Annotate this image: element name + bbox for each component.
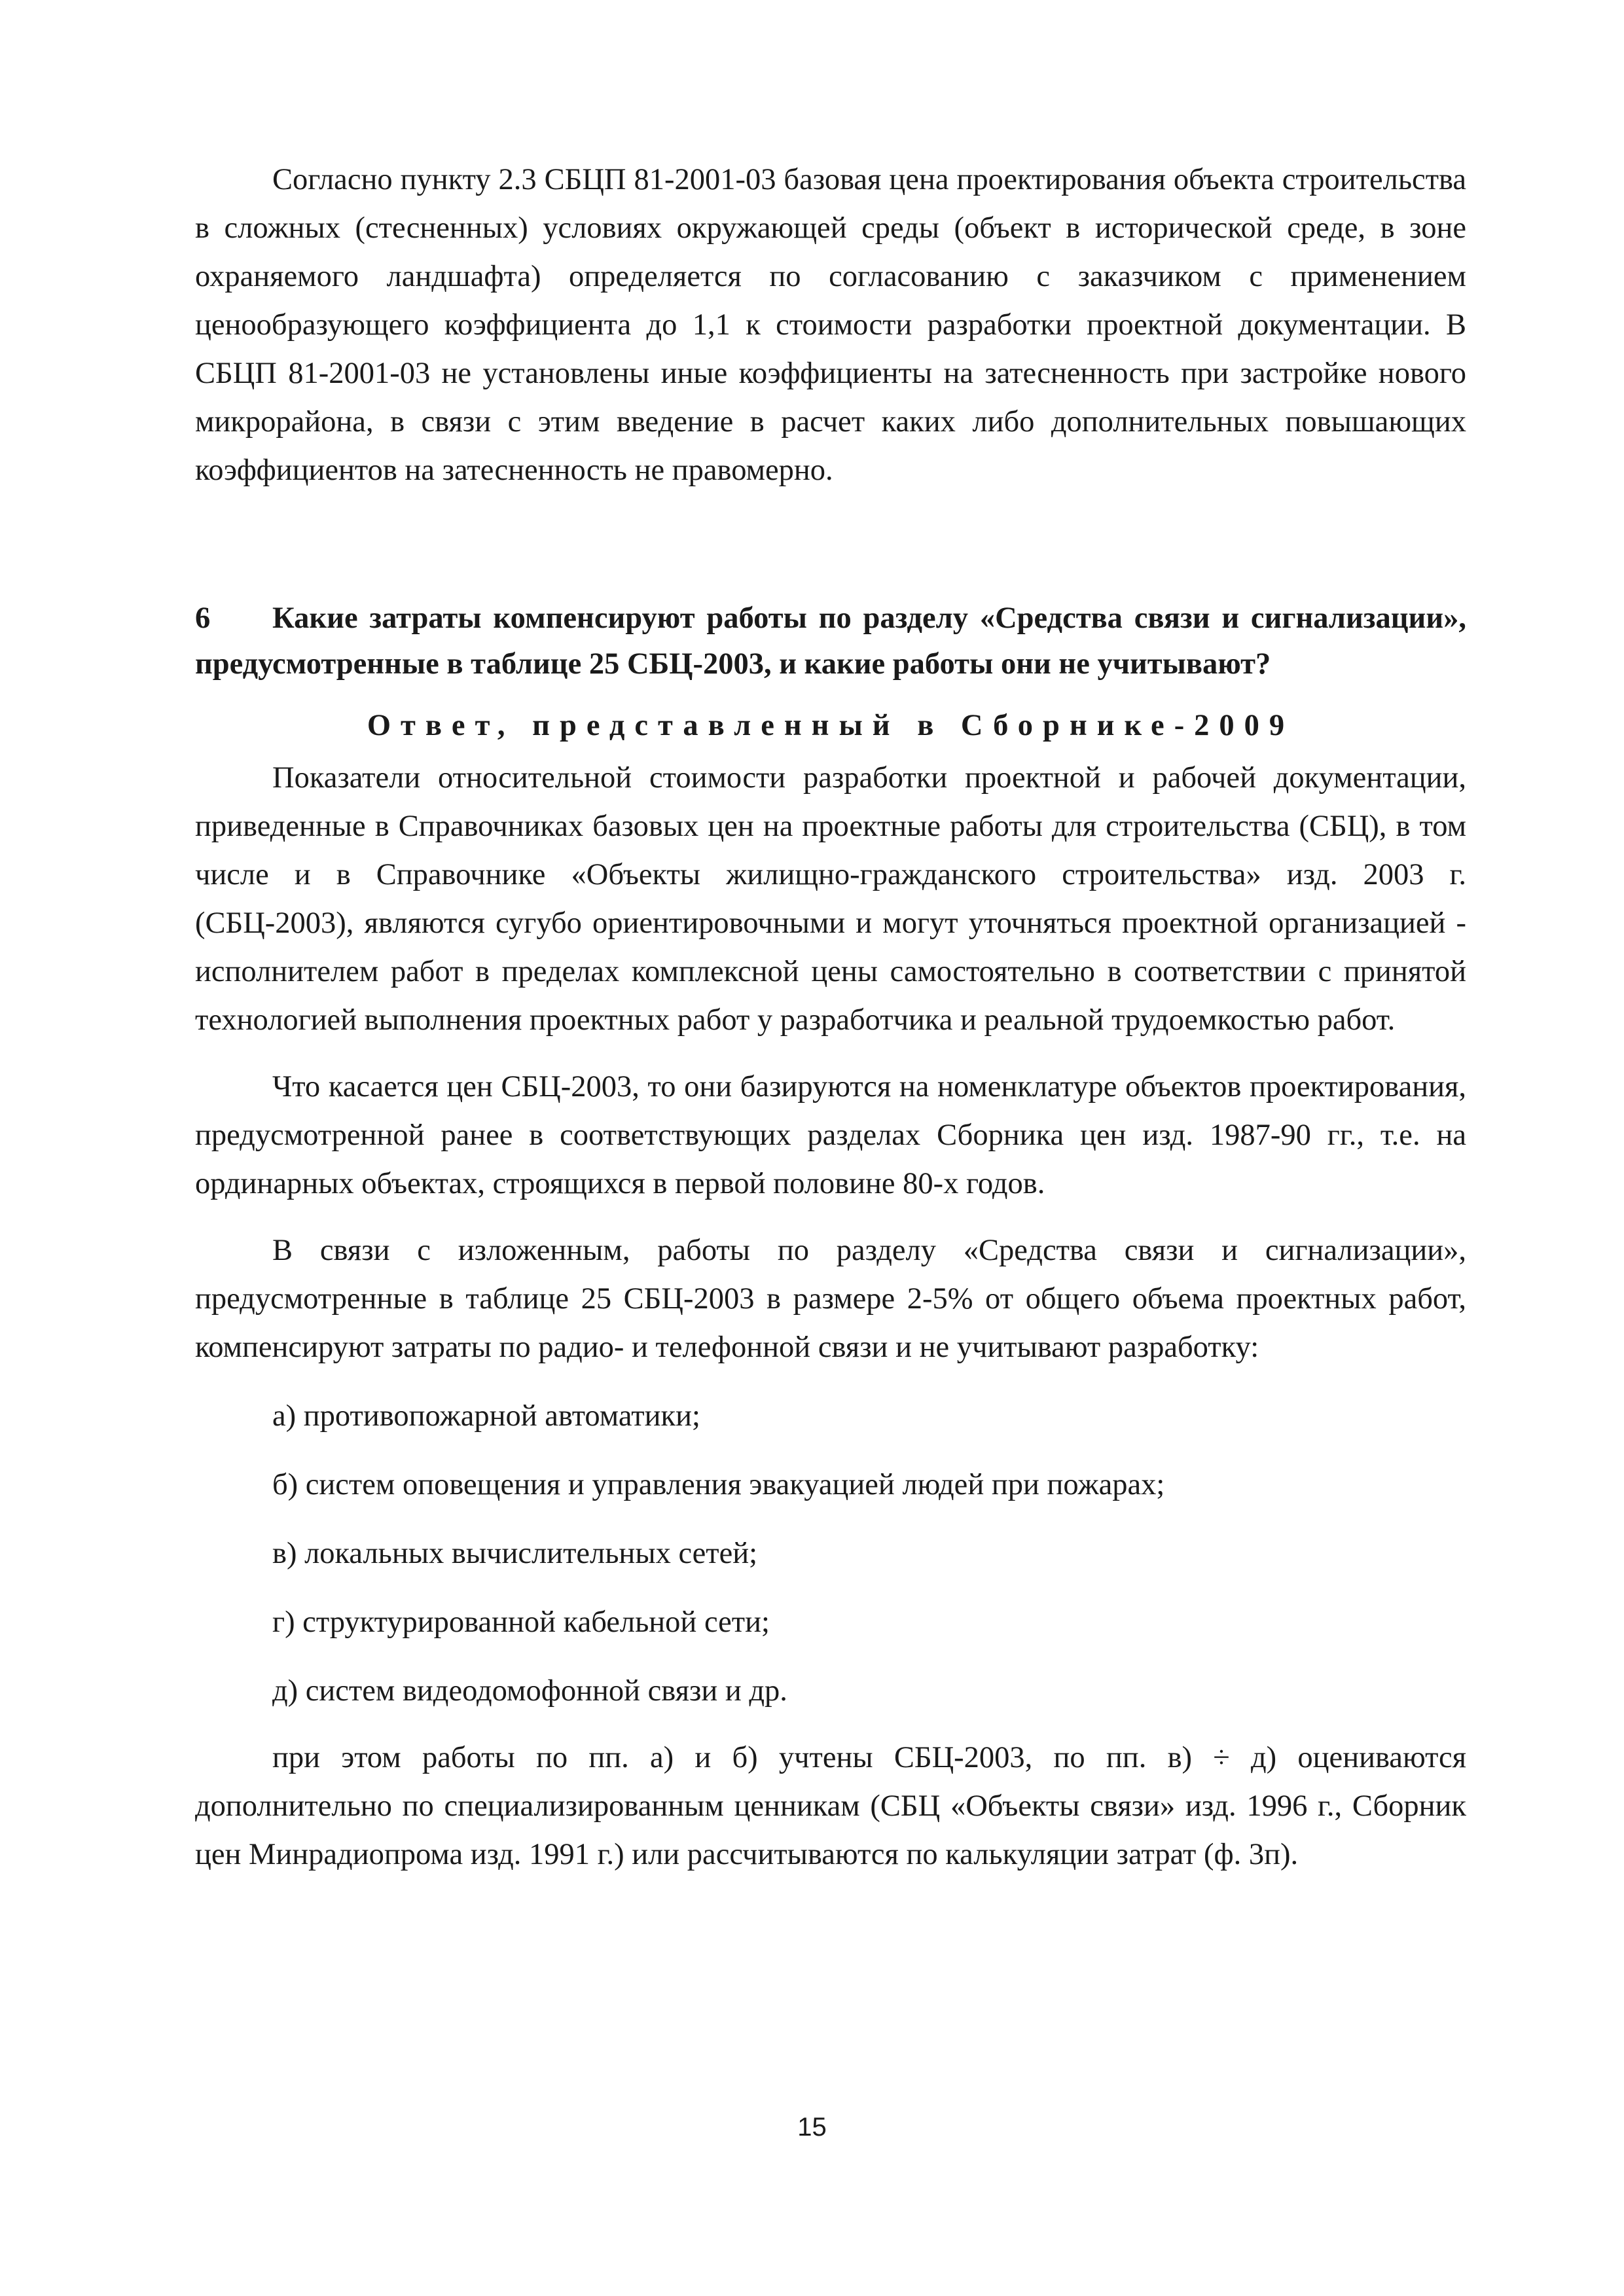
question-number: 6 (195, 601, 211, 635)
body-paragraph-3: В связи с изложенным, работы по разделу «Средства связи и сигнализации», предусмотренные в таблице 25 СБЦ-2003 в размере 2-5% от общего объема проектных работ, компенсируют затраты по радио- и телефонной связи и не учитывают разработку: (195, 1234, 1466, 1364)
works-list (195, 1392, 1466, 1715)
question-text: Какие затраты компенсируют работы по разделу «Средства связи и сигнализации», предусмотренные в таблице 25 СБЦ-2003, и какие работы они не учитывают? (195, 601, 1466, 681)
list-item-c: в) локальных вычислительных сетей; (272, 1537, 758, 1570)
list-item-d: г) структурированной кабельной сети; (272, 1605, 770, 1639)
question-heading (195, 596, 1466, 687)
list-item-e: д) систем видеодомофонной связи и др. (272, 1674, 787, 1708)
intro-paragraph: Согласно пункту 2.3 СБЦП 81-2001-03 базовая цена проектирования объекта строительства в сложных (стесненных) условиях окружающей среды (объект в исторической среде, в зоне охраняемого ландшафта) определяется по согласованию с заказчиком с применением ценообразующего коэффициента до 1,1 к стоимости разработки проектной документации. В СБЦП 81-2001-03 не установлены иные коэффициенты на затесненность при застройке нового микрорайона, в связи с этим введение в расчет каких либо дополнительных повышающих коэффициентов на затесненность не правомерно. (195, 163, 1466, 487)
body-paragraph-2: Что касается цен СБЦ-2003, то они базируются на номенклатуре объектов проектирования, предусмотренной ранее в соответствующих разделах Сборника цен изд. 1987-90 гг., т.е. на ординарных объектах, строящихся в первой половине 80-х годов. (195, 1070, 1466, 1200)
list-item-b: б) систем оповещения и управления эвакуацией людей при пожарах; (272, 1468, 1165, 1501)
answer-heading: Ответ, представленный в Сборнике-2009 (367, 709, 1295, 742)
body-paragraph-1: Показатели относительной стоимости разработки проектной и рабочей документации, приведенные в Справочниках базовых цен на проектные работы для строительства (СБЦ), в том числе и в Справочнике «Объекты жилищно-гражданского строительства» изд. 2003 г. (СБЦ-2003), являются сугубо ориентировочными и могут уточняться проектной организацией - исполнителем работ в пределах комплексной цены самостоятельно в соответствии с принятой технологией выполнения проектных работ у разработчика и реальной трудоемкостью работ. (195, 761, 1466, 1037)
list-item-a: а) противопожарной автоматики; (272, 1399, 700, 1433)
document-page (195, 156, 1466, 1879)
closing-paragraph: при этом работы по пп. а) и б) учтены СБЦ-2003, по пп. в) ÷ д) оцениваются дополнительно по специализированным ценникам (СБЦ «Объекты связи» изд. 1996 г., Сборник цен Минрадиопрома изд. 1991 г.) или рассчитываются по калькуляции затрат (ф. 3п). (195, 1741, 1466, 1871)
page-number: 15 (797, 2113, 827, 2142)
